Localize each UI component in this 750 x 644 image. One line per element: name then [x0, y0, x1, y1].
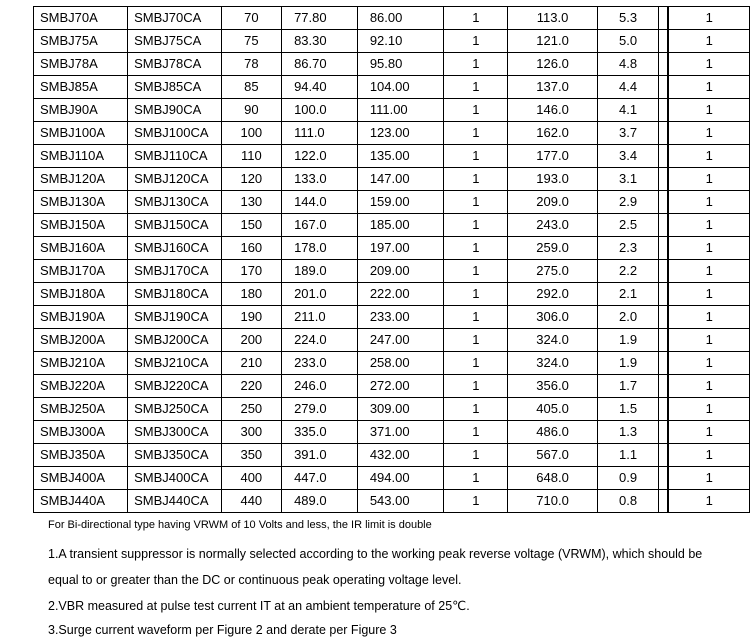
table-cell: 1: [444, 99, 508, 122]
table-cell: SMBJ350A: [34, 444, 128, 467]
table-cell: SMBJ300CA: [128, 421, 222, 444]
table-cell: SMBJ78CA: [128, 53, 222, 76]
table-cell: SMBJ100A: [34, 122, 128, 145]
table-cell: 5.3: [597, 7, 658, 30]
table-cell: 193.0: [508, 168, 598, 191]
table-cell: SMBJ85CA: [128, 76, 222, 99]
table-row: [34, 53, 750, 76]
table-cell: 1: [444, 398, 508, 421]
table-row: [34, 260, 750, 283]
table-cell: SMBJ100CA: [128, 122, 222, 145]
table-cell: 77.80: [282, 7, 358, 30]
table-cell: 2.9: [597, 191, 658, 214]
table-spacer-cell: [659, 467, 669, 490]
table-cell: 110: [221, 145, 281, 168]
table-cell: 1: [444, 191, 508, 214]
table-cell: 1: [668, 490, 749, 513]
table-cell: 324.0: [508, 329, 598, 352]
table-cell: SMBJ150A: [34, 214, 128, 237]
table-cell: SMBJ250CA: [128, 398, 222, 421]
table-cell: 400: [221, 467, 281, 490]
table-row: [34, 191, 750, 214]
table-cell: SMBJ190CA: [128, 306, 222, 329]
table-spacer-cell: [659, 329, 669, 352]
table-cell: SMBJ150CA: [128, 214, 222, 237]
table-cell: 1: [444, 53, 508, 76]
table-cell: SMBJ180CA: [128, 283, 222, 306]
table-cell: 233.00: [357, 306, 444, 329]
table-cell: 489.0: [282, 490, 358, 513]
table-cell: 170: [221, 260, 281, 283]
table-cell: 1: [444, 329, 508, 352]
table-cell: 1: [668, 283, 749, 306]
table-cell: 100.0: [282, 99, 358, 122]
table-cell: 1: [668, 375, 749, 398]
table-cell: 543.00: [357, 490, 444, 513]
table-spacer-cell: [659, 237, 669, 260]
table-cell: 1.3: [597, 421, 658, 444]
table-cell: 309.00: [357, 398, 444, 421]
table-cell: 209.0: [508, 191, 598, 214]
table-cell: 111.0: [282, 122, 358, 145]
table-cell: SMBJ170CA: [128, 260, 222, 283]
table-cell: 350: [221, 444, 281, 467]
table-row: [34, 490, 750, 513]
table-cell: 1: [668, 7, 749, 30]
table-cell: 159.00: [357, 191, 444, 214]
table-cell: 648.0: [508, 467, 598, 490]
table-cell: 100: [221, 122, 281, 145]
table-row: [34, 329, 750, 352]
table-row: [34, 352, 750, 375]
table-cell: 197.00: [357, 237, 444, 260]
table-cell: 1: [444, 237, 508, 260]
table-cell: 272.00: [357, 375, 444, 398]
table-cell: 4.1: [597, 99, 658, 122]
table-cell: SMBJ190A: [34, 306, 128, 329]
table-cell: 167.0: [282, 214, 358, 237]
table-cell: 2.3: [597, 237, 658, 260]
table-cell: 0.8: [597, 490, 658, 513]
table-cell: 1: [668, 76, 749, 99]
table-cell: 335.0: [282, 421, 358, 444]
table-cell: 92.10: [357, 30, 444, 53]
table-cell: 1.1: [597, 444, 658, 467]
table-spacer-cell: [659, 490, 669, 513]
table-cell: SMBJ170A: [34, 260, 128, 283]
table-cell: 1.9: [597, 352, 658, 375]
table-cell: 1: [668, 444, 749, 467]
table-cell: SMBJ300A: [34, 421, 128, 444]
table-cell: 210: [221, 352, 281, 375]
table-cell: SMBJ400A: [34, 467, 128, 490]
table-cell: SMBJ120CA: [128, 168, 222, 191]
table-cell: 123.00: [357, 122, 444, 145]
table-cell: 486.0: [508, 421, 598, 444]
table-cell: 1: [444, 168, 508, 191]
table-cell: 432.00: [357, 444, 444, 467]
table-cell: 220: [221, 375, 281, 398]
table-cell: 1: [444, 306, 508, 329]
table-row: [34, 398, 750, 421]
table-cell: 5.0: [597, 30, 658, 53]
table-cell: 1: [668, 99, 749, 122]
table-cell: 1.7: [597, 375, 658, 398]
table-cell: 95.80: [357, 53, 444, 76]
table-cell: 150: [221, 214, 281, 237]
table-row: [34, 145, 750, 168]
table-cell: 1: [668, 53, 749, 76]
table-cell: 2.5: [597, 214, 658, 237]
table-cell: SMBJ75CA: [128, 30, 222, 53]
table-cell: 0.9: [597, 467, 658, 490]
table-cell: SMBJ350CA: [128, 444, 222, 467]
table-spacer-cell: [659, 283, 669, 306]
table-cell: SMBJ250A: [34, 398, 128, 421]
note-1-line-1: 1.A transient suppressor is normally selected according to the working peak reverse voltage (VRWM), which should be: [48, 547, 703, 561]
table-cell: 144.0: [282, 191, 358, 214]
table-spacer-cell: [659, 375, 669, 398]
table-cell: 1: [668, 306, 749, 329]
table-cell: 279.0: [282, 398, 358, 421]
table-row: [34, 168, 750, 191]
table-cell: 130: [221, 191, 281, 214]
table-cell: SMBJ200A: [34, 329, 128, 352]
table-cell: 356.0: [508, 375, 598, 398]
table-cell: 1: [444, 214, 508, 237]
table-spacer-cell: [659, 398, 669, 421]
table-cell: 1: [444, 76, 508, 99]
table-spacer-cell: [659, 53, 669, 76]
spec-table: [33, 6, 750, 513]
table-cell: 1.5: [597, 398, 658, 421]
table-cell: 1.9: [597, 329, 658, 352]
table-row: [34, 421, 750, 444]
table-cell: SMBJ160CA: [128, 237, 222, 260]
table-cell: 447.0: [282, 467, 358, 490]
table-cell: 90: [221, 99, 281, 122]
table-cell: 113.0: [508, 7, 598, 30]
table-cell: 1: [668, 352, 749, 375]
table-spacer-cell: [659, 352, 669, 375]
table-cell: 86.00: [357, 7, 444, 30]
table-cell: 190: [221, 306, 281, 329]
table-cell: 3.7: [597, 122, 658, 145]
table-cell: 209.00: [357, 260, 444, 283]
table-cell: 160: [221, 237, 281, 260]
table-cell: SMBJ75A: [34, 30, 128, 53]
table-cell: 1: [668, 122, 749, 145]
table-cell: SMBJ210A: [34, 352, 128, 375]
table-spacer-cell: [659, 99, 669, 122]
table-row: [34, 283, 750, 306]
table-cell: 246.0: [282, 375, 358, 398]
note-2: 2.VBR measured at pulse test current IT at an ambient temperature of 25℃.: [48, 599, 470, 613]
table-cell: 1: [668, 30, 749, 53]
table-cell: SMBJ220A: [34, 375, 128, 398]
table-row: [34, 237, 750, 260]
table-cell: SMBJ70A: [34, 7, 128, 30]
table-cell: 1: [668, 329, 749, 352]
table-cell: 1: [668, 168, 749, 191]
table-cell: 3.1: [597, 168, 658, 191]
table-cell: 4.4: [597, 76, 658, 99]
table-cell: 275.0: [508, 260, 598, 283]
table-cell: 85: [221, 76, 281, 99]
table-cell: 259.0: [508, 237, 598, 260]
table-row: [34, 122, 750, 145]
table-cell: 1: [444, 145, 508, 168]
table-cell: 2.0: [597, 306, 658, 329]
table-cell: SMBJ85A: [34, 76, 128, 99]
table-cell: SMBJ440A: [34, 490, 128, 513]
table-spacer-cell: [659, 421, 669, 444]
table-cell: 75: [221, 30, 281, 53]
table-cell: 111.00: [357, 99, 444, 122]
table-cell: 324.0: [508, 352, 598, 375]
table-cell: 86.70: [282, 53, 358, 76]
table-cell: 243.0: [508, 214, 598, 237]
table-cell: SMBJ70CA: [128, 7, 222, 30]
table-row: [34, 375, 750, 398]
table-spacer-cell: [659, 260, 669, 283]
table-cell: 306.0: [508, 306, 598, 329]
table-cell: SMBJ440CA: [128, 490, 222, 513]
table-row: [34, 7, 750, 30]
table-cell: 440: [221, 490, 281, 513]
table-cell: 1: [444, 467, 508, 490]
table-cell: SMBJ110A: [34, 145, 128, 168]
table-cell: SMBJ90A: [34, 99, 128, 122]
table-cell: 1: [668, 237, 749, 260]
table-cell: 371.00: [357, 421, 444, 444]
table-cell: SMBJ130CA: [128, 191, 222, 214]
table-cell: SMBJ120A: [34, 168, 128, 191]
table-cell: 1: [444, 444, 508, 467]
table-cell: 78: [221, 53, 281, 76]
note-1-line-2: equal to or greater than the DC or continuous peak operating voltage level.: [48, 573, 462, 587]
table-cell: 180: [221, 283, 281, 306]
table-cell: SMBJ160A: [34, 237, 128, 260]
table-cell: 1: [444, 490, 508, 513]
table-cell: 1: [668, 398, 749, 421]
table-cell: 233.0: [282, 352, 358, 375]
table-cell: 2.1: [597, 283, 658, 306]
table-cell: 135.00: [357, 145, 444, 168]
table-cell: 147.00: [357, 168, 444, 191]
table-spacer-cell: [659, 7, 669, 30]
table-cell: 224.0: [282, 329, 358, 352]
table-cell: SMBJ220CA: [128, 375, 222, 398]
table-cell: 122.0: [282, 145, 358, 168]
table-cell: 177.0: [508, 145, 598, 168]
table-cell: 4.8: [597, 53, 658, 76]
table-cell: 126.0: [508, 53, 598, 76]
table-body: [34, 7, 750, 513]
table-cell: 2.2: [597, 260, 658, 283]
table-cell: 567.0: [508, 444, 598, 467]
table-cell: 258.00: [357, 352, 444, 375]
table-cell: 1: [444, 375, 508, 398]
table-cell: SMBJ78A: [34, 53, 128, 76]
table-cell: 121.0: [508, 30, 598, 53]
table-cell: SMBJ400CA: [128, 467, 222, 490]
table-cell: 1: [444, 30, 508, 53]
table-spacer-cell: [659, 306, 669, 329]
table-row: [34, 306, 750, 329]
table-cell: 162.0: [508, 122, 598, 145]
table-row: [34, 76, 750, 99]
table-cell: 189.0: [282, 260, 358, 283]
table-cell: SMBJ130A: [34, 191, 128, 214]
table-cell: 1: [668, 421, 749, 444]
table-row: [34, 30, 750, 53]
table-cell: SMBJ210CA: [128, 352, 222, 375]
table-cell: 1: [444, 122, 508, 145]
table-cell: SMBJ200CA: [128, 329, 222, 352]
table-cell: SMBJ90CA: [128, 99, 222, 122]
table-cell: 250: [221, 398, 281, 421]
table-spacer-cell: [659, 168, 669, 191]
table-cell: 300: [221, 421, 281, 444]
table-cell: 211.0: [282, 306, 358, 329]
table-cell: 405.0: [508, 398, 598, 421]
table-cell: 222.00: [357, 283, 444, 306]
note-3: 3.Surge current waveform per Figure 2 and derate per Figure 3: [48, 623, 397, 637]
table-cell: 391.0: [282, 444, 358, 467]
table-spacer-cell: [659, 214, 669, 237]
table-cell: 1: [668, 214, 749, 237]
table-cell: SMBJ180A: [34, 283, 128, 306]
table-row: [34, 99, 750, 122]
table-cell: 1: [444, 421, 508, 444]
table-spacer-cell: [659, 191, 669, 214]
table-spacer-cell: [659, 30, 669, 53]
table-cell: 83.30: [282, 30, 358, 53]
table-spacer-cell: [659, 122, 669, 145]
table-cell: 710.0: [508, 490, 598, 513]
table-cell: 133.0: [282, 168, 358, 191]
table-cell: 94.40: [282, 76, 358, 99]
table-cell: 104.00: [357, 76, 444, 99]
table-cell: 1: [668, 191, 749, 214]
table-row: [34, 444, 750, 467]
table-cell: 1: [444, 352, 508, 375]
table-spacer-cell: [659, 444, 669, 467]
table-cell: 70: [221, 7, 281, 30]
table-cell: 292.0: [508, 283, 598, 306]
table-cell: 1: [444, 260, 508, 283]
table-cell: 3.4: [597, 145, 658, 168]
table-cell: 247.00: [357, 329, 444, 352]
table-cell: SMBJ110CA: [128, 145, 222, 168]
table-cell: 1: [668, 467, 749, 490]
table-spacer-cell: [659, 76, 669, 99]
table-cell: 201.0: [282, 283, 358, 306]
table-cell: 146.0: [508, 99, 598, 122]
table-cell: 1: [444, 283, 508, 306]
table-cell: 1: [668, 260, 749, 283]
table-cell: 120: [221, 168, 281, 191]
table-cell: 137.0: [508, 76, 598, 99]
table-cell: 1: [444, 7, 508, 30]
table-cell: 494.00: [357, 467, 444, 490]
table-cell: 185.00: [357, 214, 444, 237]
table-cell: 1: [668, 145, 749, 168]
bidirectional-note: For Bi-directional type having VRWM of 10 Volts and less, the IR limit is double: [48, 519, 432, 531]
table-cell: 200: [221, 329, 281, 352]
table-row: [34, 467, 750, 490]
table-row: [34, 214, 750, 237]
table-cell: 178.0: [282, 237, 358, 260]
table-spacer-cell: [659, 145, 669, 168]
